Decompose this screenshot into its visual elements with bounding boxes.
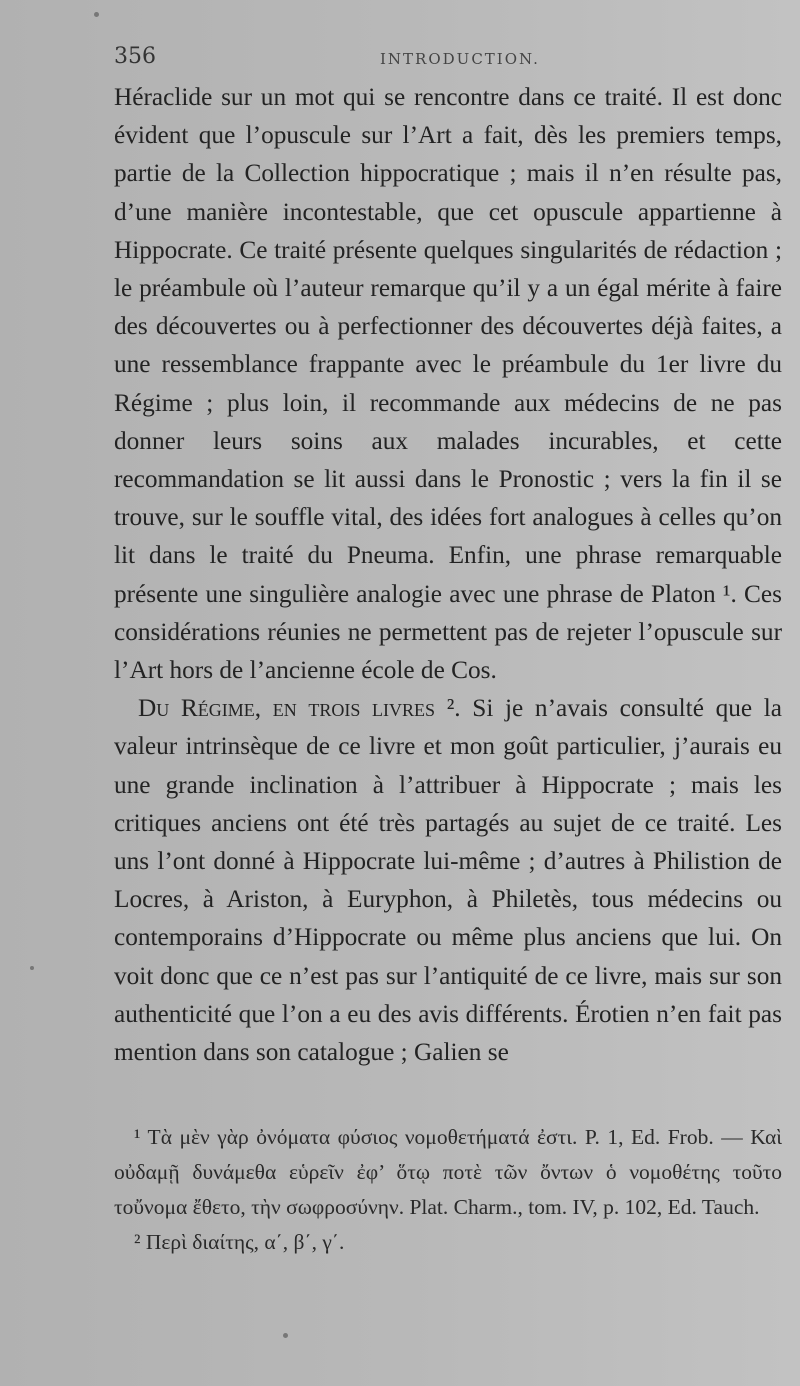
footnote-2: ² Περὶ διαίτης, α΄, β΄, γ΄.	[134, 1230, 345, 1254]
running-head: INTRODUCTION.	[380, 50, 540, 68]
scan-speck	[283, 1333, 288, 1338]
paragraph-regime	[114, 689, 782, 1071]
scan-speck	[30, 966, 34, 970]
paragraph-regime-text: Si je n’avais consulté que la valeur intrinsèque de ce livre et mon goût particulier, j’aurais eu une grande inclination à l’attribuer à Hippocrate ; mais les critiques anciens ont été très partagés au sujet de ce traité. Les uns l’ont donné à Hippocrate lui-même ; d’autres à Philistion de Locres, à Ariston, à Euryphon, à Philetès, tous médecins ou contemporains d’Hippocrate ou même plus anciens que lui. On voit donc que ce n’est pas sur l’antiquité de ce livre, mais sur son authenticité que l’on a eu des avis différents. Érotien n’en fait pas mention dans son catalogue ; Galien se	[114, 694, 782, 1067]
paragraph-art: Héraclide sur un mot qui se rencontre dans ce traité. Il est donc évident que l’opuscule sur l’Art a fait, dès les premiers temps, partie de la Collection hippocratique ; mais il n’en résulte pas, d’une manière incontestable, que cet opuscule appartienne à Hippocrate. Ce traité présente quelques singularités de rédaction ; le préambule où l’auteur remarque qu’il y a un égal mérite à faire des découvertes ou à perfectionner des découvertes déjà faites, a une ressemblance frappante avec le préambule du 1er livre du Régime ; plus loin, il recommande aux médecins de ne pas donner leurs soins aux malades incurables, et cette recommandation se lit aussi dans le Pronostic ; vers la fin il se trouve, sur le souffle vital, des idées fort analogues à celles qu’on lit dans le traité du Pneuma. Enfin, une phrase remarquable présente une singulière analogie avec une phrase de Platon ¹. Ces considérations réunies ne permettent pas de rejeter l’opuscule sur l’Art hors de l’ancienne école de Cos.	[114, 83, 782, 685]
footnotes	[114, 1120, 782, 1260]
footnote-1: ¹ Τὰ μὲν γὰρ ὀνόματα φύσιος νομοθετήματά ἐστι. P. 1, Ed. Frob. — Καὶ οὐδαμῇ δυνάμεθα εὑρεῖν ἐφ’ ὅτῳ ποτὲ τῶν ὄντων ὁ νομοθέτης τοῦτο τοὔνομα ἔθετο, τὴν σωφροσύνην. Plat. Charm., tom. IV, p. 102, Ed. Tauch.	[114, 1125, 782, 1219]
main-text	[114, 78, 782, 1071]
page-header	[114, 44, 800, 76]
page-number: 356	[114, 44, 156, 69]
scan-speck	[94, 12, 99, 17]
section-heading-regime: Du Régime, en trois livres ².	[138, 694, 461, 723]
